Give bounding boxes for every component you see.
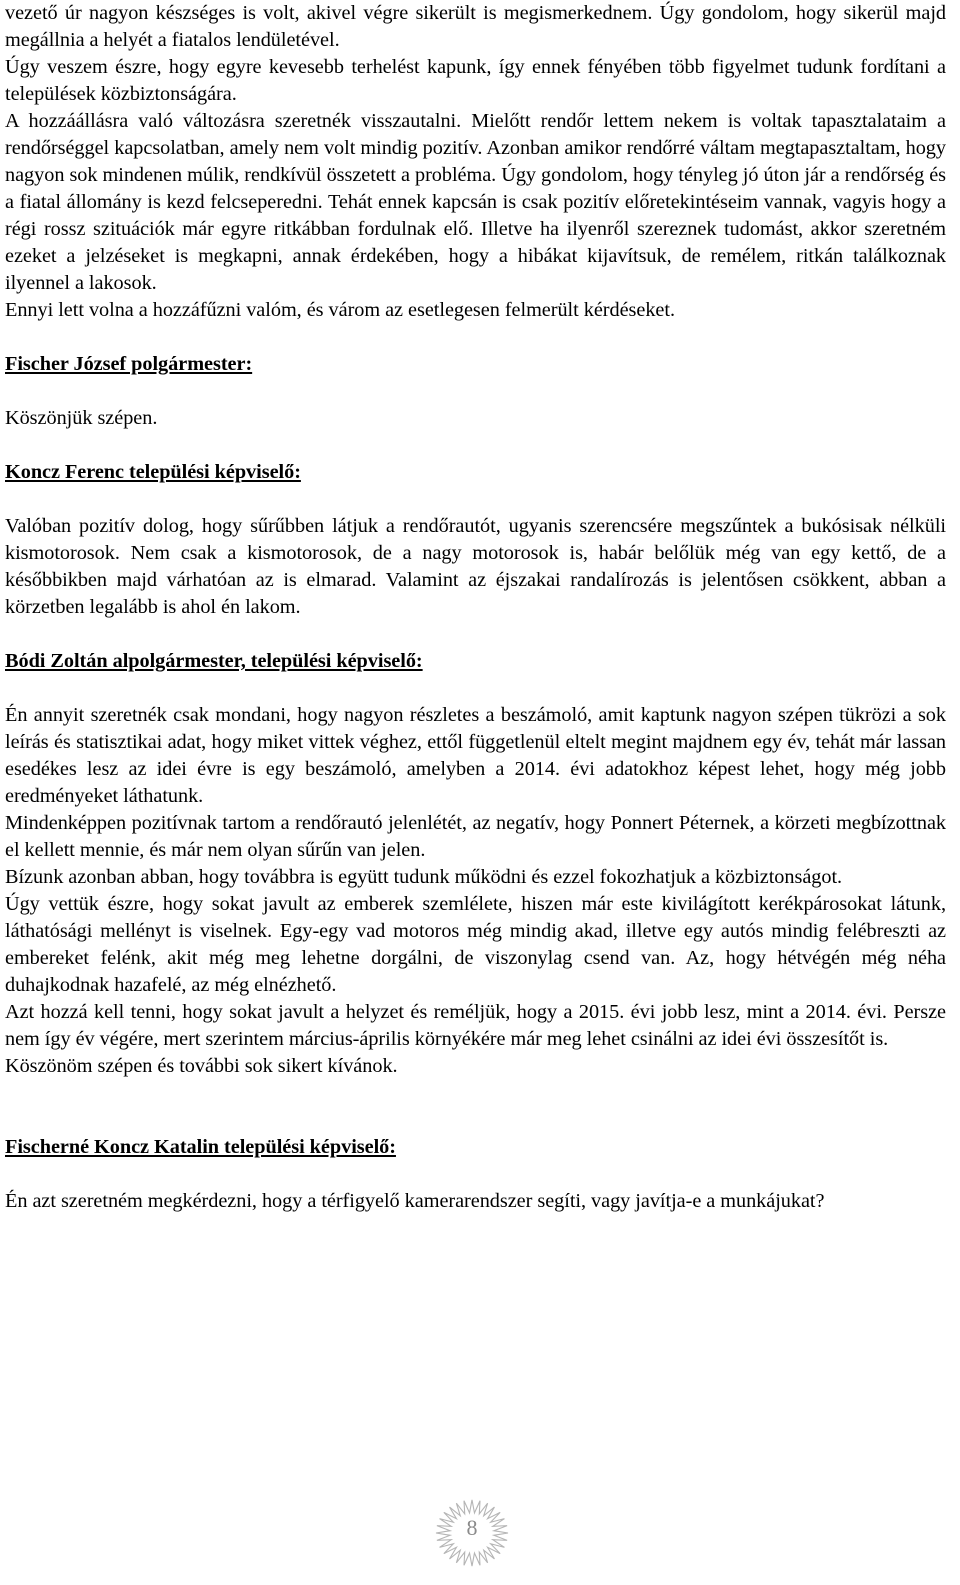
paragraph: Azt hozzá kell tenni, hogy sokat javult a helyzet és reméljük, hogy a 2015. évi jobb lesz, mint a 2014. évi. Persze nem így év végére, mert szerintem március-április környékére már meg lehet csinálni az idei évi összesítőt is. <box>5 1001 946 1050</box>
spacer <box>5 378 946 405</box>
spacer <box>5 432 946 459</box>
paragraph: A hozzáállásra való változásra szeretnék visszautalni. Mielőtt rendőr lettem nekem is voltak tapasztalataim a rendőrséggel kapcsolatban, amely nem volt mindig pozitív. Azonban amikor rendőrré váltam megtapasztaltam, hogy nagyon sok mindenen múlik, rendkívül összetett a probléma. Úgy gondolom, hogy tényleg jó úton jár a rendőrség és a fiatal állomány is kezd felcseperedni. Tehát ennek kapcsán is csak pozitív előretekintéseim vannak, vagyis hogy a régi rossz szituációk már egyre ritkábban fordulnak elő. Illetve ha ilyenről szereznek tudomást, akkor szeretném ezeket a jelzéseket is megkapni, annak érdekében, hogy a hibákat kijavítsuk, de remélem, ritkán találkoznak ilyennel a lakosok. <box>5 110 946 294</box>
paragraph: Bízunk azonban abban, hogy továbbra is együtt tudunk működni és ezzel fokozhatjuk a közbiztonságot. <box>5 866 843 888</box>
spacer <box>5 1161 946 1188</box>
speaker-heading: Koncz Ferenc települési képviselő: <box>5 461 301 483</box>
speaker-heading: Fischerné Koncz Katalin települési képviselő: <box>5 1136 396 1158</box>
paragraph: vezető úr nagyon készséges is volt, akivel végre sikerült is megismerkednem. Úgy gondolom, hogy sikerül majd megállnia a helyét a fiatalos lendületével. <box>5 2 946 51</box>
page-footer <box>422 1493 522 1573</box>
spacer <box>5 486 946 513</box>
paragraph: Én azt szeretném megkérdezni, hogy a térfigyelő kamerarendszer segíti, vagy javítja-e a munkájukat? <box>5 1190 825 1212</box>
paragraph: Úgy vettük észre, hogy sokat javult az emberek szemlélete, hiszen már este kivilágított kerékpárosokat látunk, láthatósági mellényt is viselnek. Egy-egy vad motoros még mindig akad, illetve egy autós mindig felébreszti az embereket felénk, akit még meg lehetne dorgálni, de viszonylag csend van. Az, hogy hétvégén még néha duhajkodnak hazafelé, az még elnézhető. <box>5 893 946 996</box>
paragraph: Én annyit szeretnék csak mondani, hogy nagyon részletes a beszámoló, amit kaptunk nagyon szépen tükrözi a sok leírás és statisztikai adat, hogy miket vittek véghez, ettől függetlenül eltelt megint majdnem egy év, tehát már lassan esedékes lesz az idei évre is egy beszámoló, amelyben a 2014. évi adatokhoz képest lehet, hogy még jobb eredményeket láthatunk. <box>5 704 946 807</box>
paragraph: Úgy veszem észre, hogy egyre kevesebb terhelést kapunk, így ennek fényében több figyelmet tudunk fordítani a települések közbiztonságára. <box>5 56 946 105</box>
spacer <box>5 324 946 351</box>
spacer <box>5 675 946 702</box>
paragraph: Ennyi lett volna a hozzáfűzni valóm, és várom az esetlegesen felmerült kérdéseket. <box>5 299 675 321</box>
document-page <box>5 0 946 1215</box>
spacer <box>5 1080 946 1134</box>
speaker-heading: Bódi Zoltán alpolgármester, települési képviselő: <box>5 650 423 672</box>
paragraph: Valóban pozitív dolog, hogy sűrűbben látjuk a rendőrautót, ugyanis szerencsére megszűntek a bukósisak nélküli kismotorosok. Nem csak a kismotorosok, de a nagy motorosok is, habár belőlük még van egy kettő, de a későbbikben majd várhatóan az is elmarad. Valamint az éjszakai randalírozás is jelentősen csökkent, abban a körzetben legalább is ahol én lakom. <box>5 515 946 618</box>
paragraph: Köszönöm szépen és további sok sikert kívánok. <box>5 1055 398 1077</box>
spacer <box>5 621 946 648</box>
page-number: 8 <box>466 1515 478 1540</box>
speaker-heading: Fischer József polgármester: <box>5 353 253 375</box>
paragraph: Köszönjük szépen. <box>5 407 158 429</box>
paragraph: Mindenképpen pozitívnak tartom a rendőrautó jelenlétét, az negatív, hogy Ponnert Péternek, a körzeti megbízottnak el kellett mennie, és már nem olyan sűrűn van jelen. <box>5 812 946 861</box>
